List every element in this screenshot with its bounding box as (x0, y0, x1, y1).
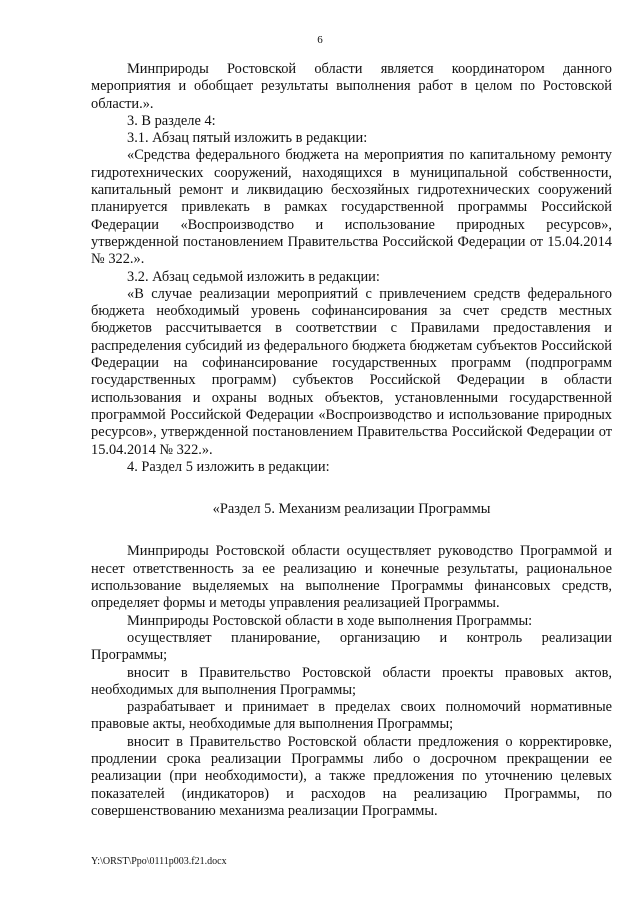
paragraph: Минприроды Ростовской области осуществляет руководство Программой и несет ответственность за ее реализацию и конечные результаты, рациональное использование выделяемых на выполнение Программы финансовых средств, определяет формы и методы управления реализацией Программы. (91, 543, 612, 612)
footer-file-path: Y:\ORST\Ppo\0111p003.f21.docx (91, 856, 227, 867)
paragraph: Минприроды Ростовской области является координатором данного мероприятия и обобщает результаты выполнения работ в целом по Ростовской области.». (91, 61, 612, 112)
document-body (91, 61, 612, 820)
paragraph: 4. Раздел 5 изложить в редакции: (127, 458, 330, 475)
paragraph: вносит в Правительство Ростовской области проекты правовых актов, необходимых для выполнения Программы; (91, 664, 612, 698)
paragraph: разрабатывает и принимает в пределах своих полномочий нормативные правовые акты, необходимые для выполнения Программы; (91, 699, 612, 733)
paragraph: «Средства федерального бюджета на мероприятия по капитальному ремонту гидротехнических сооружений, находящихся в муниципальной собственности, капитальный ремонт и ликвидацию бесхозяйных гидротехнических сооружений планируется привлекать в рамках государственной программы Российской Федерации «Воспроизводство и использование природных ресурсов», утвержденной постановлением Правительства Российской Федерации от 15.04.2014 № 322.». (91, 147, 612, 268)
page-number: 6 (317, 34, 323, 46)
paragraph: 3.2. Абзац седьмой изложить в редакции: (127, 268, 380, 285)
paragraph: 3.1. Абзац пятый изложить в редакции: (127, 130, 368, 147)
paragraph: «В случае реализации мероприятий с привлечением средств федерального бюджета необходимый уровень софинансирования за счет средств местных бюджетов рассчитывается в соответствии с Правилами предоставления и распределения субсидий из федерального бюджета бюджетам субъектов Российской Федерации на софинансирование государственных программ (подпрограмм государственных программ) субъектов Российской Федерации в области использования и охраны водных объектов, установленными государственной программой Российской Федерации «Воспроизводство и использование природных ресурсов», утвержденной постановлением Правительства Российской Федерации от 15.04.2014 № 322.». (91, 285, 612, 458)
paragraph: Минприроды Ростовской области в ходе выполнения Программы: (127, 612, 533, 629)
paragraph: осуществляет планирование, организацию и контроль реализации Программы; (91, 629, 612, 664)
paragraph: вносит в Правительство Ростовской области предложения о корректировке, продлении срока реализации Программы либо о досрочном прекращении ее реализации (при необходимости), а также предложения по уточнению целевых показателей (индикаторов) и расходов на реализацию Программы, по совершенствованию механизма реализации Программы. (91, 733, 612, 819)
section-heading: «Раздел 5. Механизм реализации Программы (212, 501, 491, 518)
paragraph: 3. В разделе 4: (127, 112, 216, 129)
